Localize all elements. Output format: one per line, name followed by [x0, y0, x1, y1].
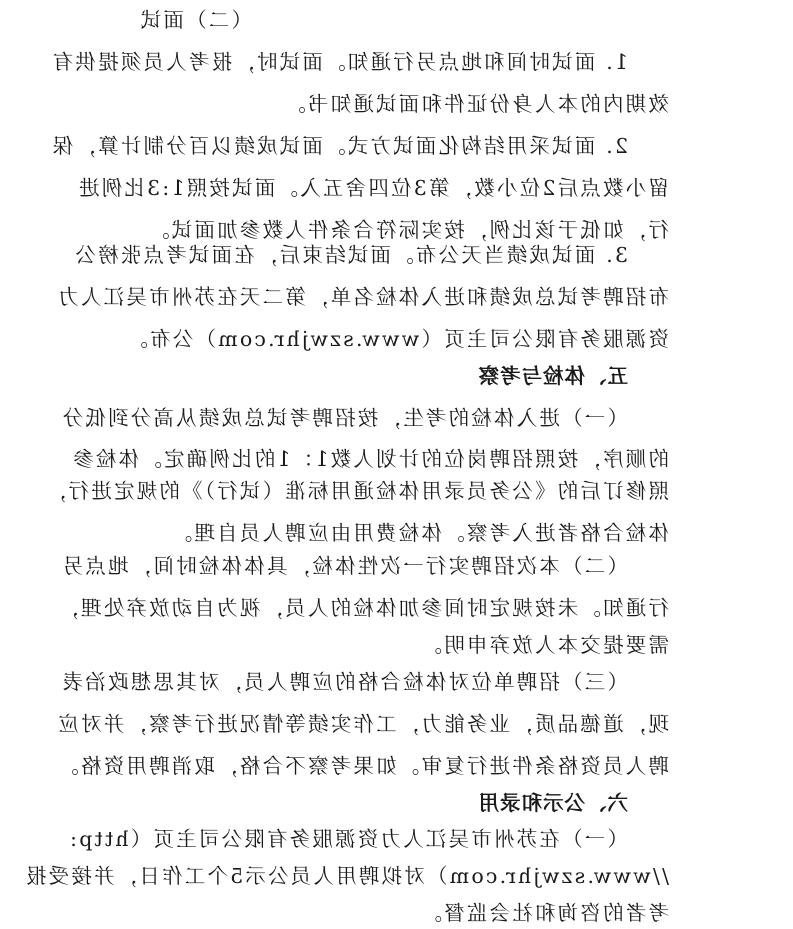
paragraph-line: 需要提交本人放弃申明。	[419, 633, 669, 657]
paragraph-line: （三）招聘单位对体检合格的应聘人员，对其思想政治表	[60, 670, 628, 694]
paragraph-line: 资源服务有限公司主页（www.szwjhr.com）公布。	[125, 327, 669, 351]
paragraph-line: （二）本次招聘实行一次性体检，具体体检时间，地点另	[60, 554, 628, 578]
paragraph-line: 照修订后的《公务员录用体检通用标准（试行）》的规定进行，	[43, 479, 669, 503]
paragraph-line: 效期内的本人身份证件和面试通知书。	[283, 92, 669, 116]
paragraph-line: //www.szwjhr.com）对拟聘用人员公示5个工作日，并接受报	[23, 864, 669, 888]
paragraph-line: 1. 面试时间和地点另行通知。面试时，报考人员须提供有	[50, 50, 628, 74]
paragraph-line: （一）在苏州市吴江人力资源服务有限公司主页（http:	[67, 827, 628, 851]
paragraph-line: （一）进入体检的考生，按招聘考试总成绩从高分到低分	[60, 406, 628, 430]
paragraph-line: 聘人员资格条件进行复审。如果考察不合格，取消聘用资格。	[56, 754, 669, 778]
section-title-publicity: 六、公示和录用	[477, 791, 628, 815]
paragraph-line: 的顺序，按照招聘岗位的计划人数1：1的比例确定。体检参	[71, 447, 669, 471]
paragraph-line: 2. 面试采用结构化面试方式。面试成绩以百分制计算，保	[50, 134, 628, 158]
paragraph-line: 行通知。未按规定时间参加体检的人员，视为自动放弃处理，	[56, 596, 669, 620]
paragraph-line: 现，道德品质，业务能力，工作实绩等情况进行考察，并对应	[56, 712, 669, 736]
paragraph-line: 行，如低于该比例，按实际符合条件人数参加面试。	[146, 218, 669, 242]
paragraph-line: 布招聘考试总成绩和进入体检名单，第二天在苏州市吴江人力	[56, 285, 669, 309]
paragraph-line: 考者的咨询和社会监督。	[419, 901, 669, 925]
section-title-physical-exam: 五、体检与考察	[477, 364, 628, 388]
subsection-heading-interview: （二）面试	[138, 8, 252, 32]
paragraph-line: 体检合格者进入考察。体检费用由应聘人员自理。	[169, 521, 669, 545]
paragraph-line: 留小数点后2位小数，第3位四舍五入。面试按照1:3比例进	[76, 176, 669, 200]
paragraph-line: 3. 面试成绩当天公布。面试结束后，在面试考点张榜公	[73, 243, 628, 267]
